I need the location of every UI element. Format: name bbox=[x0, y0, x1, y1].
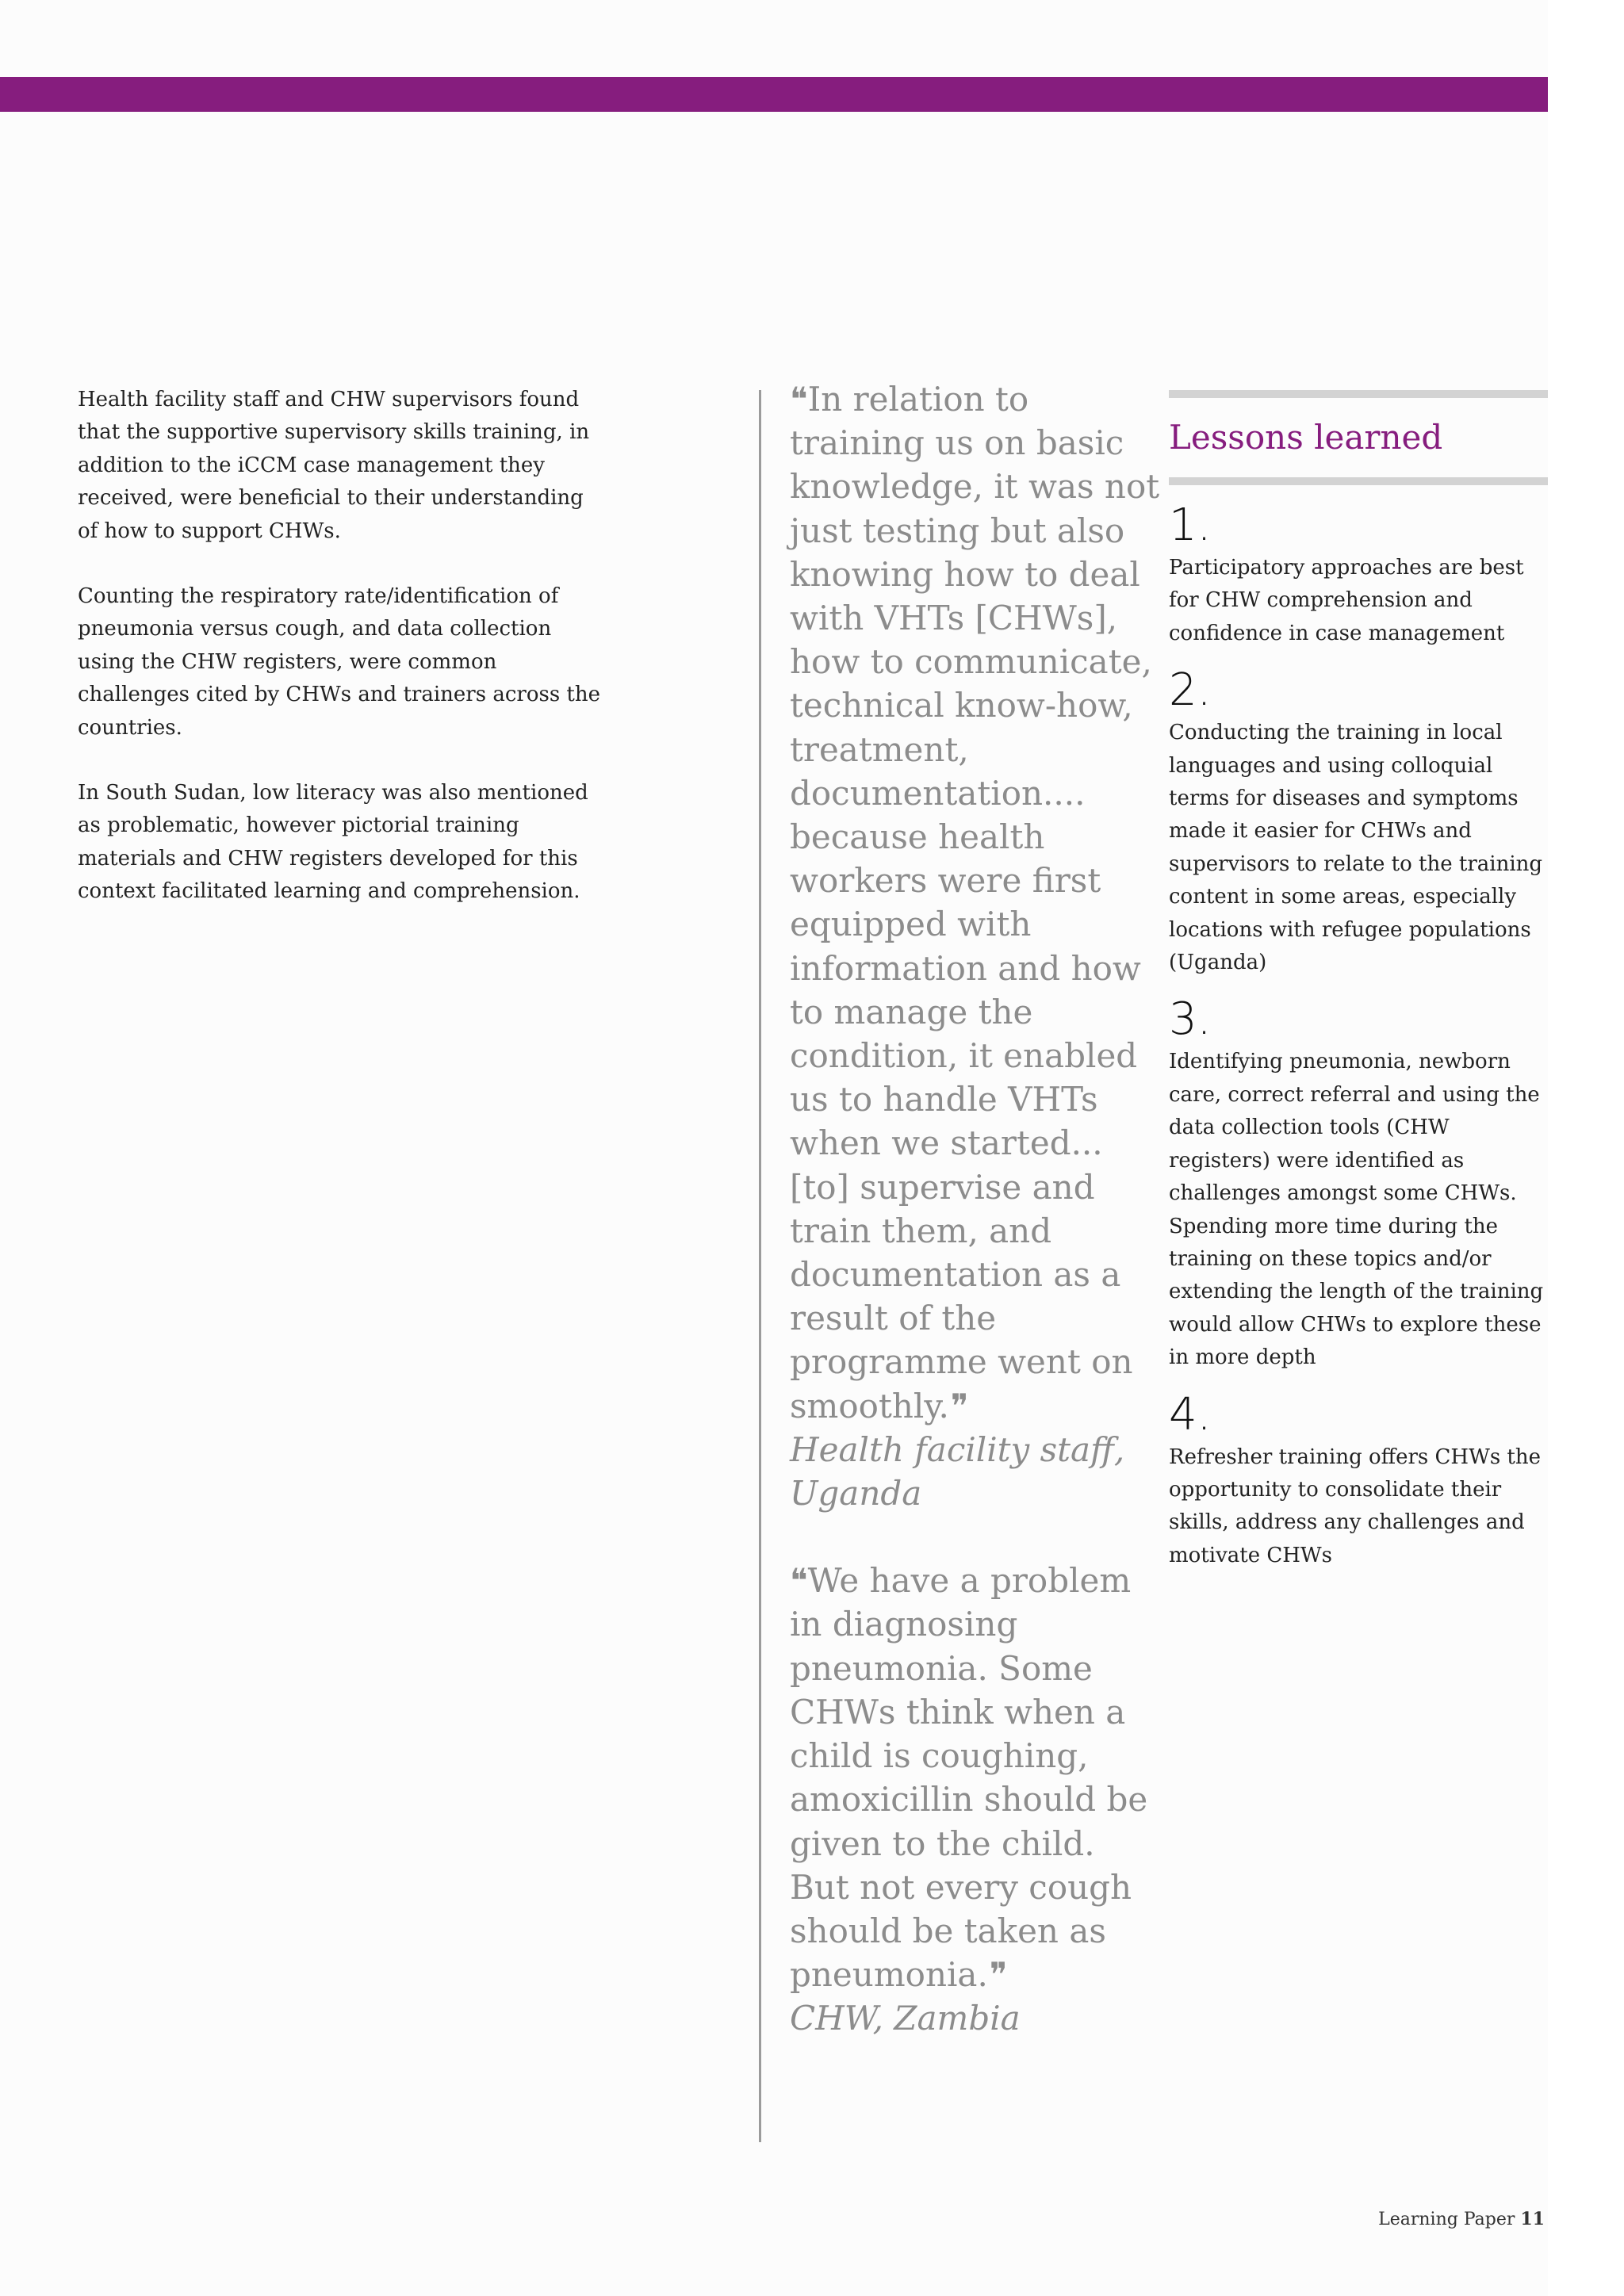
footer-label: Learning Paper bbox=[1378, 2210, 1515, 2229]
lesson-text: Participatory approaches are best for CHW comprehension and confidence in case management bbox=[1169, 556, 1524, 645]
lesson-text: Identifying pneumonia, newborn care, correct referral and using the data collection tools (CHW registers) were identified as challenges amongst some CHWs. Spending more time during the training on these topics and/or extending the length of the training would allow CHWs to explore these in more depth bbox=[1169, 1050, 1544, 1370]
top-rule bbox=[1169, 390, 1548, 398]
pull-quote bbox=[790, 377, 1162, 1515]
page-footer bbox=[1348, 2209, 1545, 2229]
quote-text: In relation to training us on basic knowledge, it was not just testing but also knowing how to deal with VHTs [CHWs], how to communicate, technical know-how, treatment, documentation.... because health workers were first equipped with information and how to manage the condition, it enabled us to handle VHTs when we started... [to] supervise and train them, and documentation as a result of the programme went on smoothly. bbox=[790, 380, 1160, 1425]
quote-attribution: Health facility staff, Uganda bbox=[790, 1429, 1125, 1513]
body-paragraph: Health facility staff and CHW supervisors found that the supportive supervisory skills training, in addition to the iCCM case management they received, were beneficial to their understanding of how to support CHWs. bbox=[78, 388, 590, 543]
open-quote-icon: ❝ bbox=[790, 1561, 803, 1601]
lesson-item bbox=[1169, 664, 1548, 979]
lessons-learned-box bbox=[1169, 390, 1548, 1572]
page-number: 11 bbox=[1520, 2209, 1545, 2229]
quote-attribution: CHW, Zambia bbox=[790, 1999, 1021, 2038]
lesson-item bbox=[1169, 993, 1548, 1374]
lesson-number: 4. bbox=[1169, 1388, 1212, 1441]
lesson-item bbox=[1169, 1389, 1548, 1573]
pull-quote bbox=[790, 1559, 1162, 2040]
bottom-rule bbox=[1169, 477, 1548, 485]
pull-quotes-column bbox=[790, 377, 1162, 2084]
close-quote-icon: ❞ bbox=[950, 1386, 964, 1425]
column-divider bbox=[759, 390, 761, 2142]
lesson-number: 3. bbox=[1169, 993, 1212, 1046]
lesson-item bbox=[1169, 499, 1548, 650]
lesson-text: Refresher training offers CHWs the opportunity to consolidate their skills, address any challenges and motivate CHWs bbox=[1169, 1445, 1542, 1567]
header-accent-bar bbox=[0, 77, 1548, 112]
body-paragraph: In South Sudan, low literacy was also mentioned as problematic, however pictorial training materials and CHW registers developed for this context facilitated learning and comprehension. bbox=[78, 781, 588, 904]
quote-text: We have a problem in diagnosing pneumonia. Some CHWs think when a child is coughing, amoxicillin should be given to the child. But not every cough should be taken as pneumonia. bbox=[790, 1561, 1148, 1995]
close-quote-icon: ❞ bbox=[989, 1955, 1003, 1995]
body-paragraph: Counting the respiratory rate/identification of pneumonia versus cough, and data collection using the CHW registers, were common challenges cited by CHWs and trainers across the countries. bbox=[78, 584, 601, 740]
lesson-text: Conducting the training in local languages and using colloquial terms for diseases and symptoms made it easier for CHWs and supervisors to relate to the training content in some areas, especially locations with refugee populations (Uganda) bbox=[1169, 721, 1543, 975]
body-text-column bbox=[78, 384, 601, 941]
lesson-number: 2. bbox=[1169, 664, 1212, 717]
open-quote-icon: ❝ bbox=[790, 380, 803, 419]
lessons-title: Lessons learned bbox=[1169, 418, 1443, 457]
lesson-number: 1. bbox=[1169, 499, 1212, 551]
